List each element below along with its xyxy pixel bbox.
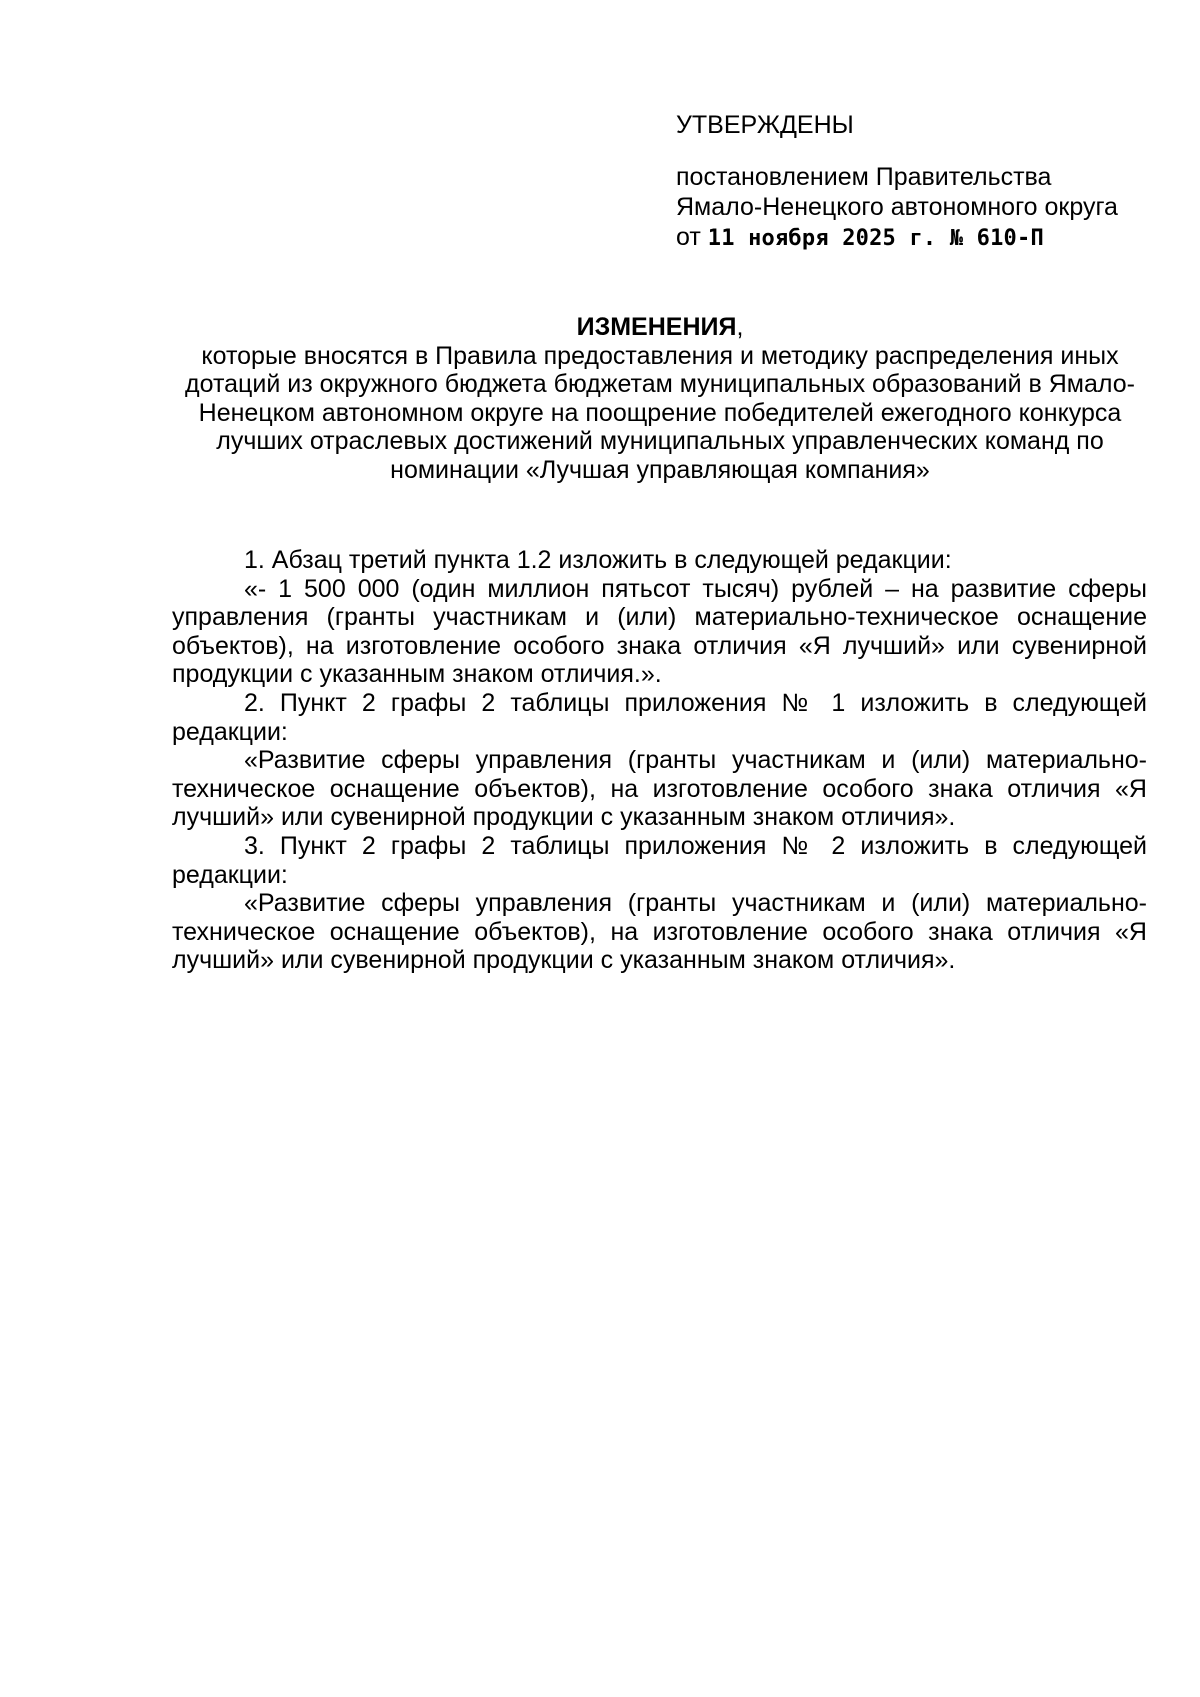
document-body bbox=[172, 546, 1147, 975]
paragraph-1: 1. Абзац третий пункта 1.2 изложить в следующей редакции: bbox=[244, 546, 952, 574]
paragraph-4: «Развитие сферы управления (гранты участникам и (или) материально-техническое оснащение объектов), на изготовление особого знака отличия «Я лучший» или сувенирной продукции с указанным знаком отличия». bbox=[172, 746, 1147, 832]
approval-line-2: Ямало-Ненецкого автономного округа bbox=[676, 193, 1118, 221]
paragraph-6: «Развитие сферы управления (гранты участникам и (или) материально-техническое оснащение объектов), на изготовление особого знака отличия «Я лучший» или сувенирной продукции с указанным знаком отличия». bbox=[172, 889, 1147, 975]
approval-line-1: постановлением Правительства bbox=[676, 163, 1052, 191]
approval-date-line bbox=[676, 222, 1156, 254]
approval-heading: УТВЕРЖДЕНЫ bbox=[676, 111, 854, 139]
paragraph-3: 2. Пункт 2 графы 2 таблицы приложения № 1 изложить в следующей редакции: bbox=[172, 688, 1147, 746]
decree-number: 11 ноября 2025 г. № 610-П bbox=[707, 226, 1044, 251]
paragraph-2: «- 1 500 000 (один миллион пятьсот тысяч) рублей – на развитие сферы управления (гранты участникам и (или) материально-техническое оснащение объектов), на изготовление особого знака отличия «Я лучший» или сувенирной продукции с указанным знаком отличия.». bbox=[172, 574, 1147, 689]
approval-from-prefix: от bbox=[676, 223, 701, 251]
title-subtitle: которые вносятся в Правила предоставления и методику распределения иных дотаций из окружного бюджета бюджетам муниципальных образований в Ямало-Ненецком автономном округе на поощрение победителей ежегодного конкурса лучших отраслевых достижений муниципальных управленческих команд по номинации «Лучшая управляющая компания» bbox=[185, 341, 1135, 484]
heading: ИЗМЕНЕНИЯ bbox=[576, 313, 737, 341]
heading-line bbox=[160, 313, 1160, 342]
document-title bbox=[160, 313, 1160, 485]
paragraph-5: 3. Пункт 2 графы 2 таблицы приложения № 2 изложить в следующей редакции: bbox=[172, 831, 1147, 889]
approval-block bbox=[676, 110, 1156, 254]
heading-suffix: , bbox=[736, 313, 744, 341]
